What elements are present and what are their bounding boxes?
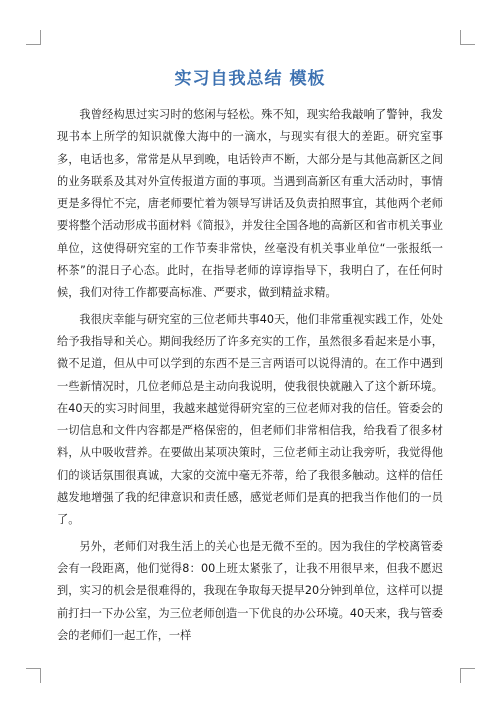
crop-mark-top-right bbox=[460, 30, 475, 45]
crop-mark-top-left bbox=[26, 30, 41, 45]
crop-mark-bottom-right bbox=[460, 668, 475, 683]
document-title: 实习自我总结 模板 bbox=[174, 69, 326, 89]
document-body bbox=[57, 104, 443, 651]
crop-mark-bottom-left bbox=[26, 668, 41, 683]
paragraph-2: 我很庆幸能与研究室的三位老师共事40天，他们非常重视实践工作，处处给予我指导和关心。期间我经历了许多充实的工作，虽然很多看起来是小事，微不足道，但从中可以学到的东西不是三言两语可以说得清的。在工作中遇到一些新情况时，几位老师总是主动向我说明，使我很快就融入了这个新环境。在40天的实习时间里，我越来越觉得研究室的三位老师对我的信任。管委会的一切信息和文件内容都是严格保密的，但老师们非常相信我，给我看了很多材料，从中吸收营养。在要做出某项决策时，三位老师主动让我旁听，我觉得他们的谈话氛围很真诚，大家的交流中毫无芥蒂，给了我很多触动。这样的信任越发地增强了我的纪律意识和责任感，感觉老师们是真的把我当作他们的一员了。 bbox=[57, 312, 443, 527]
paragraph-1: 我曾经构思过实习时的悠闲与轻松。殊不知，现实给我敲响了警钟，我发现书本上所学的知识就像大海中的一滴水，与现实有很大的差距。研究室事多，电话也多，常常是从早到晚，电话铃声不断，大部分是与其他高新区之间的业务联系及其对外宣传报道方面的事项。当遇到高新区有重大活动时，事情更是多得忙不完，唐老师要忙着为领导写讲话及负责拍照事宜，其他两个老师要将整个活动形成书面材料《简报》，并发往全国各地的高新区和省市机关事业单位，这使得研究室的工作节奏非常快，丝毫没有机关事业单位“一张报纸一杯茶”的混日子心态。此时，在指导老师的谆谆指导下，我明白了，在任何时候，我们对待工作都要高标准、严要求，做到精益求精。 bbox=[57, 108, 443, 300]
paragraph-3: 另外，老师们对我生活上的关心也是无微不至的。因为我住的学校离管委会有一段距离，他们觉得8：00上班太紧张了，让我不用很早来，但我不愿迟到，实习的机会是很难得的，我现在争取每天提早20分钟到单位，这样可以提前打扫一下办公室，为三位老师创造一下优良的办公环境。40天来，我与管委会的老师们一起工作，一样 bbox=[57, 539, 443, 642]
